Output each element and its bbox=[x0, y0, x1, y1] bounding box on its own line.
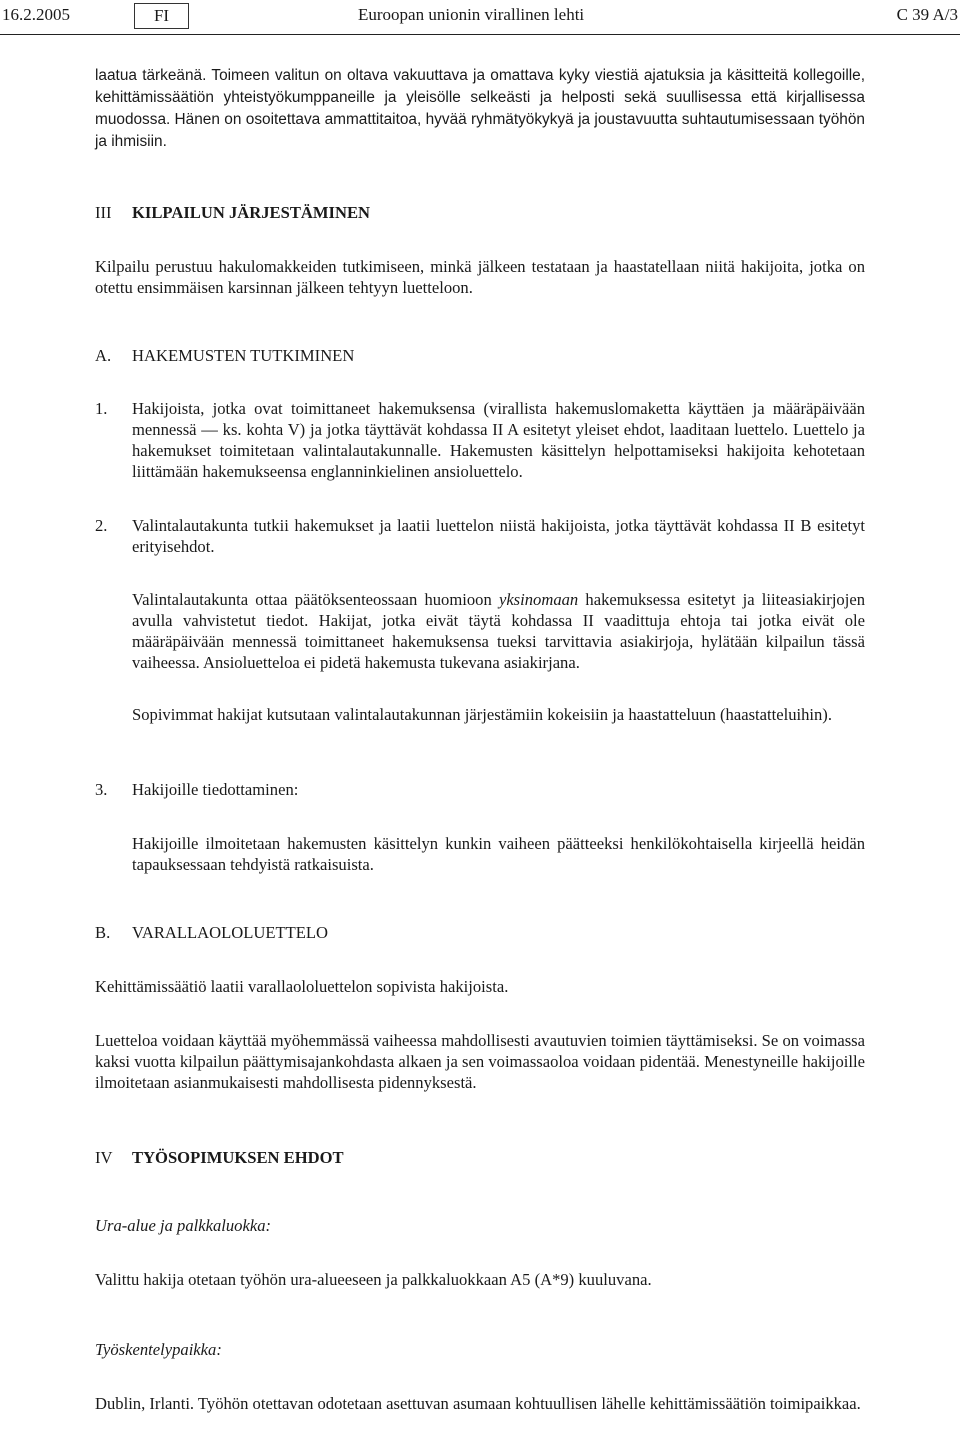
language-code-box: FI bbox=[134, 3, 189, 29]
section-3-intro: Kilpailu perustuu hakulomakkeiden tutkimiseen, minkä jälkeen testataan ja haastatellaan niitä hakijoita, jotka on otettu ensimmäisen karsinnan jälkeen tehtyyn luetteloon. bbox=[95, 257, 865, 297]
workplace-label: Työskentelypaikka: bbox=[95, 1340, 222, 1359]
publication-date: 16.2.2005 bbox=[2, 5, 70, 24]
item-2-paragraph-2 bbox=[132, 589, 865, 673]
item-3-title: Hakijoille tiedottaminen: bbox=[132, 780, 299, 799]
item-3-number: 3. bbox=[95, 780, 108, 799]
item-2-p2-emphasis: yksinomaan bbox=[498, 590, 579, 609]
grade-label: Ura-alue ja palkkaluokka: bbox=[95, 1216, 272, 1235]
subsection-b-paragraph-1: Kehittämissäätiö laatii varallaololuettelon sopivista hakijoista. bbox=[95, 977, 509, 996]
workplace-text: Dublin, Irlanti. Työhön otettavan odotetaan asettuvan asumaan kohtuullisen lähelle kehittämissäätiön toimipaikkaa. bbox=[95, 1394, 861, 1413]
journal-title: Euroopan unionin virallinen lehti bbox=[358, 5, 585, 24]
subsection-b-paragraph-2: Luetteloa voidaan käyttää myöhemmässä vaiheessa mahdollisesti avautuvien toimien täyttämiseksi. Se on voimassa kaksi vuotta kilpailun päättymisajankohdasta alkaen ja sen voimassaoloa voidaan pidentää. Menestyneille hakijoille ilmoitetaan asianmukaisesti mahdollisesta pidennyksestä. bbox=[95, 1031, 865, 1092]
intro-text-part2: Hänen on osoitettava ammattitaitoa, hyvää ryhmätyökykyä ja joustavuutta suhtautumisessaan työhön ja ihmisiin. bbox=[95, 111, 865, 150]
subsection-a-letter: A. bbox=[95, 346, 112, 365]
item-1-number: 1. bbox=[95, 399, 108, 418]
grade-text: Valittu hakija otetaan työhön ura-alueeseen ja palkkaluokkaan A5 (A*9) kuuluvana. bbox=[95, 1270, 652, 1289]
header-rule bbox=[0, 34, 960, 35]
section-3-heading: KILPAILUN JÄRJESTÄMINEN bbox=[132, 203, 371, 222]
item-2-paragraph-3: Sopivimmat hakijat kutsutaan valintalautakunnan järjestämiin kokeisiin ja haastatteluun (haastatteluihin). bbox=[132, 705, 832, 724]
item-2-text: Valintalautakunta tutkii hakemukset ja laatii luettelon niistä hakijoista, jotka täyttävät kohdassa II B esitetyt erityisehdot. bbox=[132, 516, 865, 556]
intro-text-part1: laatua tärkeänä. Toimeen valitun on oltava vakuuttava ja omattava kyky viestiä ajatuksia ja käsitteitä kollegoille, kehittämissäätiön yhteistyökumppaneille ja yleisölle selkeästi ja helposti sekä suullisessa että kirjallisessa muodossa. bbox=[95, 67, 865, 128]
item-2-number: 2. bbox=[95, 516, 108, 535]
subsection-a-heading: HAKEMUSTEN TUTKIMINEN bbox=[132, 346, 355, 365]
subsection-b-letter: B. bbox=[95, 923, 111, 942]
section-4-heading: TYÖSOPIMUKSEN EHDOT bbox=[132, 1148, 344, 1167]
intro-paragraph bbox=[95, 64, 865, 152]
page-header bbox=[0, 0, 960, 34]
item-3-text: Hakijoille ilmoitetaan hakemusten käsittelyn kunkin vaiheen päätteeksi henkilökohtaisella kirjeellä heidän tapauksessaan tehdyistä ratkaisuista. bbox=[132, 834, 865, 874]
item-2-p2-after: hakemuksessa esitetyt ja liiteasiakirjojen avulla vahvistetut tiedot. Hakijat, jotka eivät täytä kohdassa II vaadittuja ehtoja tai jotka eivät ole määräpäivään mennessä toimittaneet hakemuksensa tueksi tarvittavia asiakirjoja, hylätään kilpailun tässä vaiheessa. Ansioluetteloa ei pidetä hakemusta tukevana asiakirjana. bbox=[132, 590, 865, 672]
section-3-numeral: III bbox=[95, 203, 112, 222]
item-2-p2-before: Valintalautakunta ottaa päätöksenteossaan huomioon bbox=[132, 590, 499, 609]
item-1-text: Hakijoista, jotka ovat toimittaneet hakemuksensa (virallista hakemuslomaketta käyttäen ja määräpäivään mennessä — ks. kohta V) ja jotka täyttävät kohdassa II A esitetyt yleiset ehdot, laaditaan luettelo. Luettelo ja hakemukset toimitetaan valintalautakunnalle. Hakemusten käsittelyn helpottamiseksi hakijoita kehotetaan liittämään hakemukseensa englanninkielinen ansioluettelo. bbox=[132, 399, 865, 481]
section-4-numeral: IV bbox=[95, 1148, 113, 1167]
subsection-b-heading: VARALLAOLOLUETTELO bbox=[132, 923, 329, 942]
page-reference: C 39 A/3 bbox=[896, 5, 958, 24]
